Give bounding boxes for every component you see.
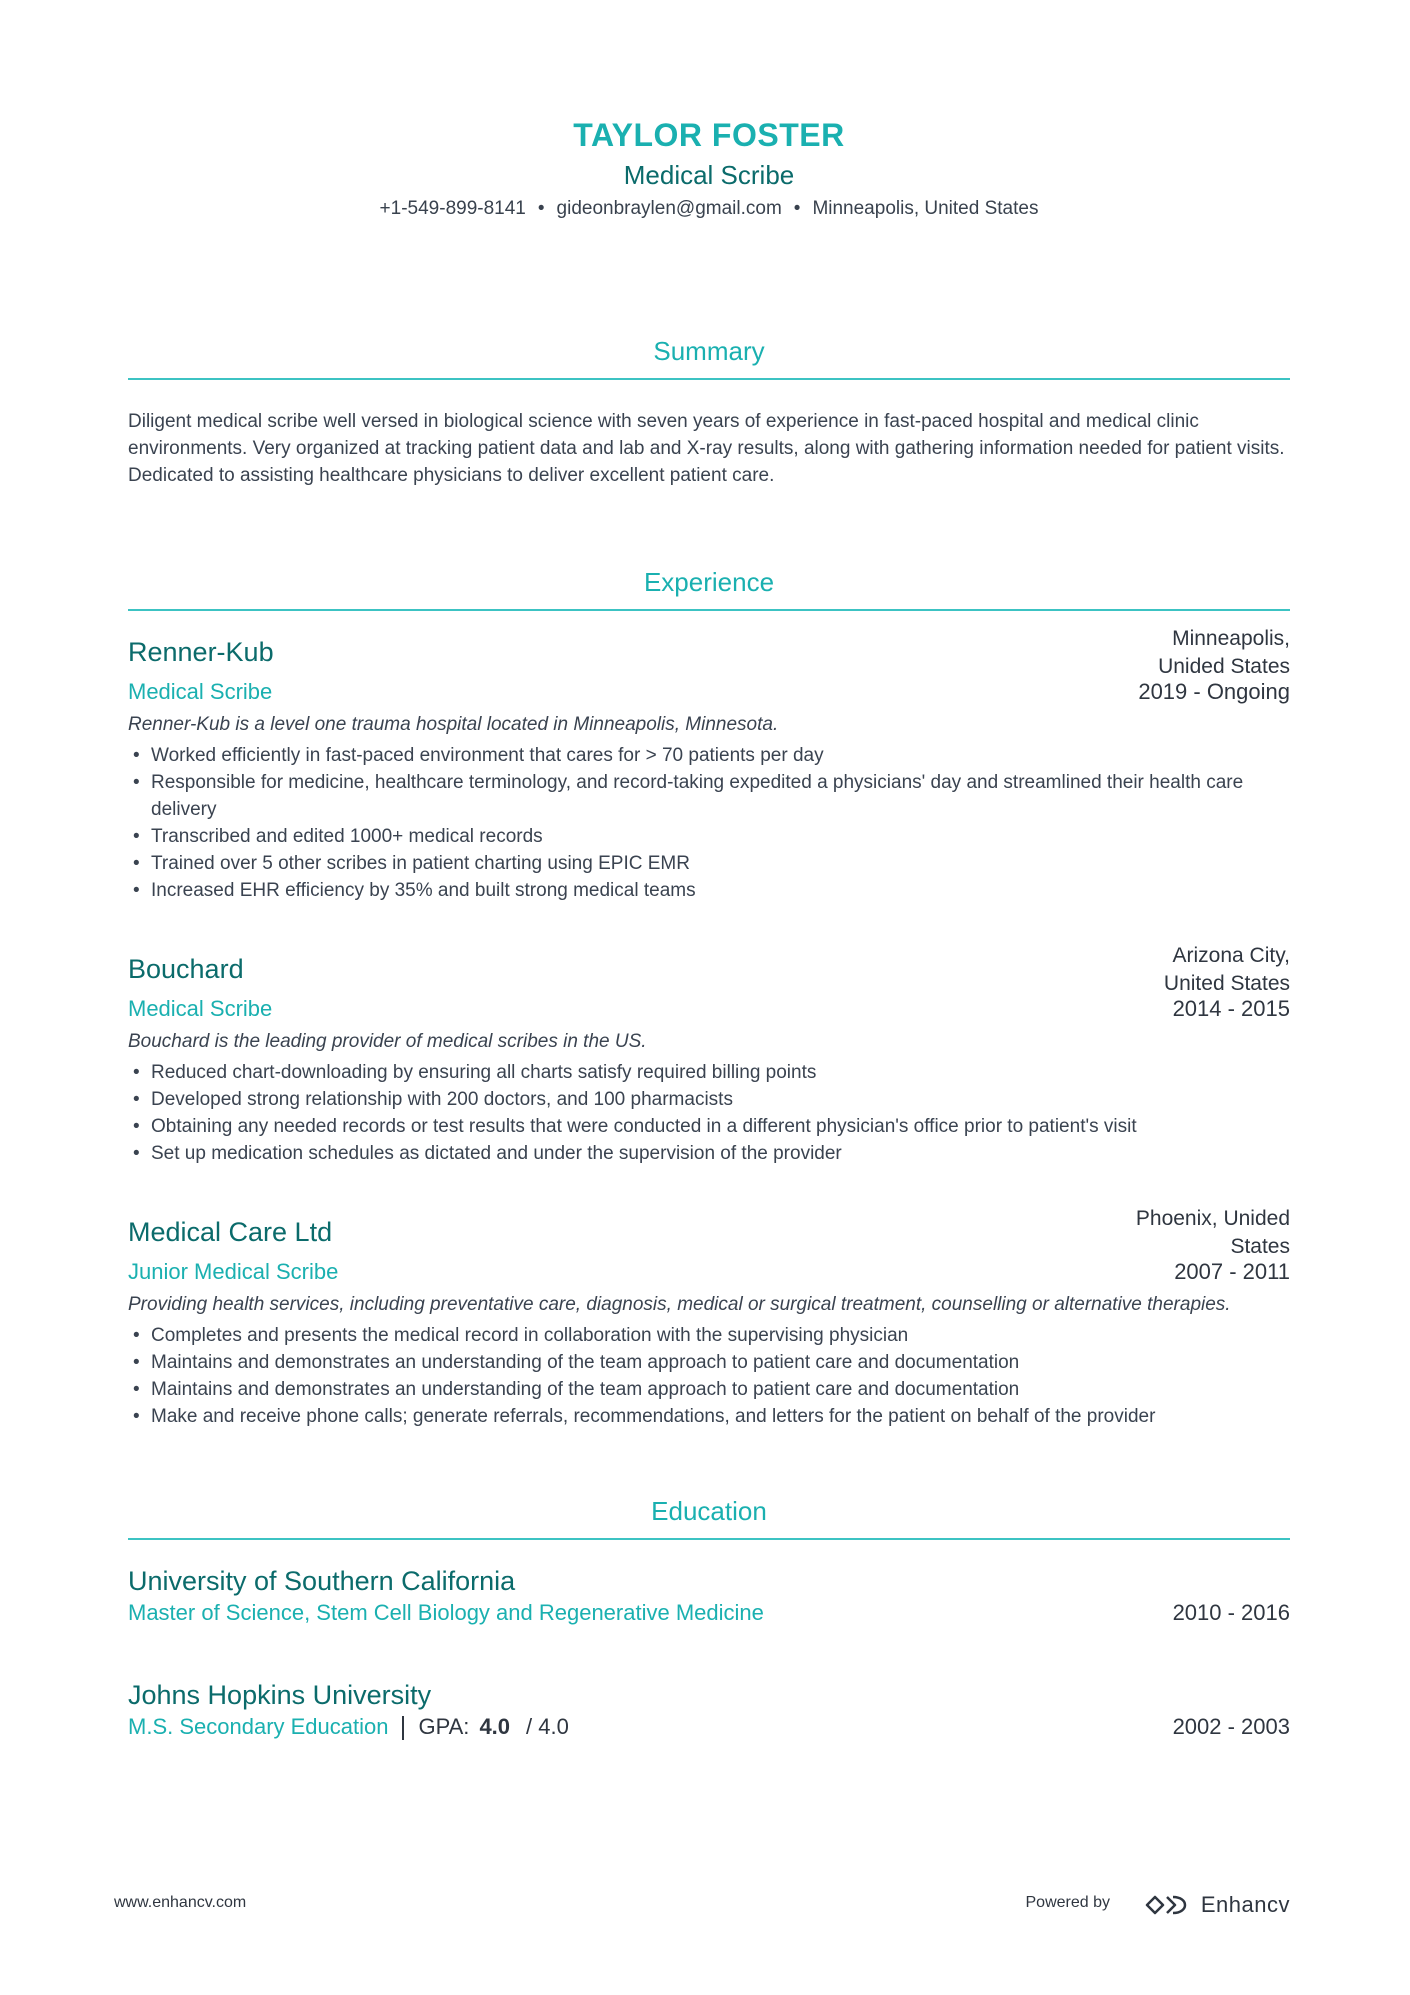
edu-degree-row <box>128 1712 1290 1742</box>
footer-powered-by: Powered by <box>1025 1894 1110 1911</box>
page-footer <box>114 1890 1290 1920</box>
footer-brand: Enhancv <box>1200 1892 1290 1917</box>
job-role-row <box>128 677 1290 707</box>
separator-dot: • <box>537 198 545 219</box>
gpa-label: GPA: <box>418 1714 470 1739</box>
bullet-item: • Trained over 5 other scribes in patient charting using EPIC EMR <box>128 850 1290 877</box>
job-entry <box>128 1207 1290 1430</box>
email[interactable]: gideonbraylen@gmail.com <box>556 198 782 219</box>
edu-dates: 2002 - 2003 <box>1172 1714 1290 1739</box>
bullet-item: • Obtaining any needed records or test results that were conducted in a different physician's office prior to patient's visit <box>128 1113 1290 1140</box>
job-bullets <box>128 1059 1290 1167</box>
bullet-item: • Responsible for medicine, healthcare terminology, and record-taking expedited a physicians' day and streamlined their health care delivery <box>128 769 1290 823</box>
job-location-line: Phoenix, Unided <box>1135 1207 1290 1230</box>
job-role: Medical Scribe <box>128 679 273 704</box>
edu-degree: Master of Science, Stem Cell Biology and Regenerative Medicine <box>128 1600 764 1625</box>
bullet-item: • Make and receive phone calls; generate referrals, recommendations, and letters for the patient on behalf of the provider <box>128 1403 1290 1430</box>
candidate-name: TAYLOR FOSTER <box>573 117 845 153</box>
job-location-line: Unided States <box>1158 655 1290 678</box>
job-location-line: Minneapolis, <box>1172 627 1290 650</box>
edu-school: Johns Hopkins University <box>128 1680 432 1710</box>
gpa-separator <box>402 1716 404 1740</box>
edu-degree: M.S. Secondary Education <box>128 1714 389 1739</box>
contact-line <box>128 196 1290 222</box>
resume-header <box>128 0 1290 222</box>
job-role: Junior Medical Scribe <box>128 1259 339 1284</box>
section-title-education: Education <box>651 1496 767 1526</box>
candidate-title: Medical Scribe <box>623 160 795 190</box>
bullet-item: • Set up medication schedules as dictated and under the supervision of the provider <box>128 1140 1290 1167</box>
bullet-item: • Developed strong relationship with 200 doctors, and 100 pharmacists <box>128 1086 1290 1113</box>
section-title-experience: Experience <box>643 567 775 597</box>
bullet-item: • Worked efficiently in fast-paced environment that cares for > 70 patients per day <box>128 742 1290 769</box>
separator-dot: • <box>793 198 801 219</box>
job-location-line: States <box>1230 1235 1290 1258</box>
location: Minneapolis, United States <box>812 198 1039 219</box>
job-dates: 2014 - 2015 <box>1172 996 1290 1021</box>
enhancv-logo-icon <box>1143 1893 1189 1917</box>
footer-url[interactable]: www.enhancv.com <box>114 1894 247 1911</box>
job-description: Providing health services, including preventative care, diagnosis, medical or surgical treatment, counselling or alternative therapies. <box>128 1294 1231 1315</box>
job-company: Renner-Kub <box>128 637 274 667</box>
education-entry <box>128 1678 1290 1742</box>
section-title-summary: Summary <box>653 336 765 366</box>
job-company: Medical Care Ltd <box>128 1217 333 1247</box>
gpa-max: / 4.0 <box>526 1714 569 1739</box>
job-role-row <box>128 994 1290 1024</box>
job-description: Bouchard is the leading provider of medical scribes in the US. <box>128 1031 647 1052</box>
job-location <box>1136 1205 1290 1261</box>
edu-dates: 2010 - 2016 <box>1172 1600 1290 1625</box>
job-location <box>1164 942 1290 998</box>
job-role: Medical Scribe <box>128 996 273 1021</box>
resume-page <box>128 0 1290 1742</box>
gpa-value: 4.0 <box>479 1714 511 1739</box>
bullet-item: • Increased EHR efficiency by 35% and built strong medical teams <box>128 877 1290 904</box>
bullet-item: • Transcribed and edited 1000+ medical records <box>128 823 1290 850</box>
job-description: Renner-Kub is a level one trauma hospital located in Minneapolis, Minnesota. <box>128 714 779 735</box>
section-divider <box>128 378 1290 380</box>
edu-school: University of Southern California <box>128 1566 516 1596</box>
phone: +1-549-899-8141 <box>379 198 526 219</box>
bullet-item: • Maintains and demonstrates an understanding of the team approach to patient care and documentation <box>128 1376 1290 1403</box>
section-divider <box>128 1538 1290 1540</box>
education-entry <box>128 1564 1290 1628</box>
bullet-item: • Reduced chart-downloading by ensuring all charts satisfy required billing points <box>128 1059 1290 1086</box>
job-location-line: Arizona City, <box>1172 944 1290 967</box>
section-divider <box>128 609 1290 611</box>
bullet-item: • Completes and presents the medical record in collaboration with the supervising physician <box>128 1322 1290 1349</box>
job-dates: 2007 - 2011 <box>1174 1259 1290 1284</box>
bullet-item: • Maintains and demonstrates an understanding of the team approach to patient care and documentation <box>128 1349 1290 1376</box>
job-location <box>1158 625 1290 681</box>
job-dates: 2019 - Ongoing <box>1138 679 1290 704</box>
job-entry <box>128 944 1290 1167</box>
job-entry <box>128 627 1290 904</box>
edu-degree-row <box>128 1598 1290 1628</box>
job-location-line: United States <box>1163 972 1290 995</box>
job-company: Bouchard <box>128 954 244 984</box>
job-bullets <box>128 742 1290 904</box>
enhancv-logo[interactable] <box>1143 1890 1290 1920</box>
job-role-row <box>128 1257 1290 1287</box>
summary-text: Diligent medical scribe well versed in biological science with seven years of experience in fast-paced hospital and medical clinic environments. Very organized at tracking patient data and lab and X-ray results, along with gathering information needed for patient visits. Dedicated to assisting healthcare physicians to deliver excellent patient care. <box>128 411 1285 486</box>
job-bullets <box>128 1322 1290 1430</box>
